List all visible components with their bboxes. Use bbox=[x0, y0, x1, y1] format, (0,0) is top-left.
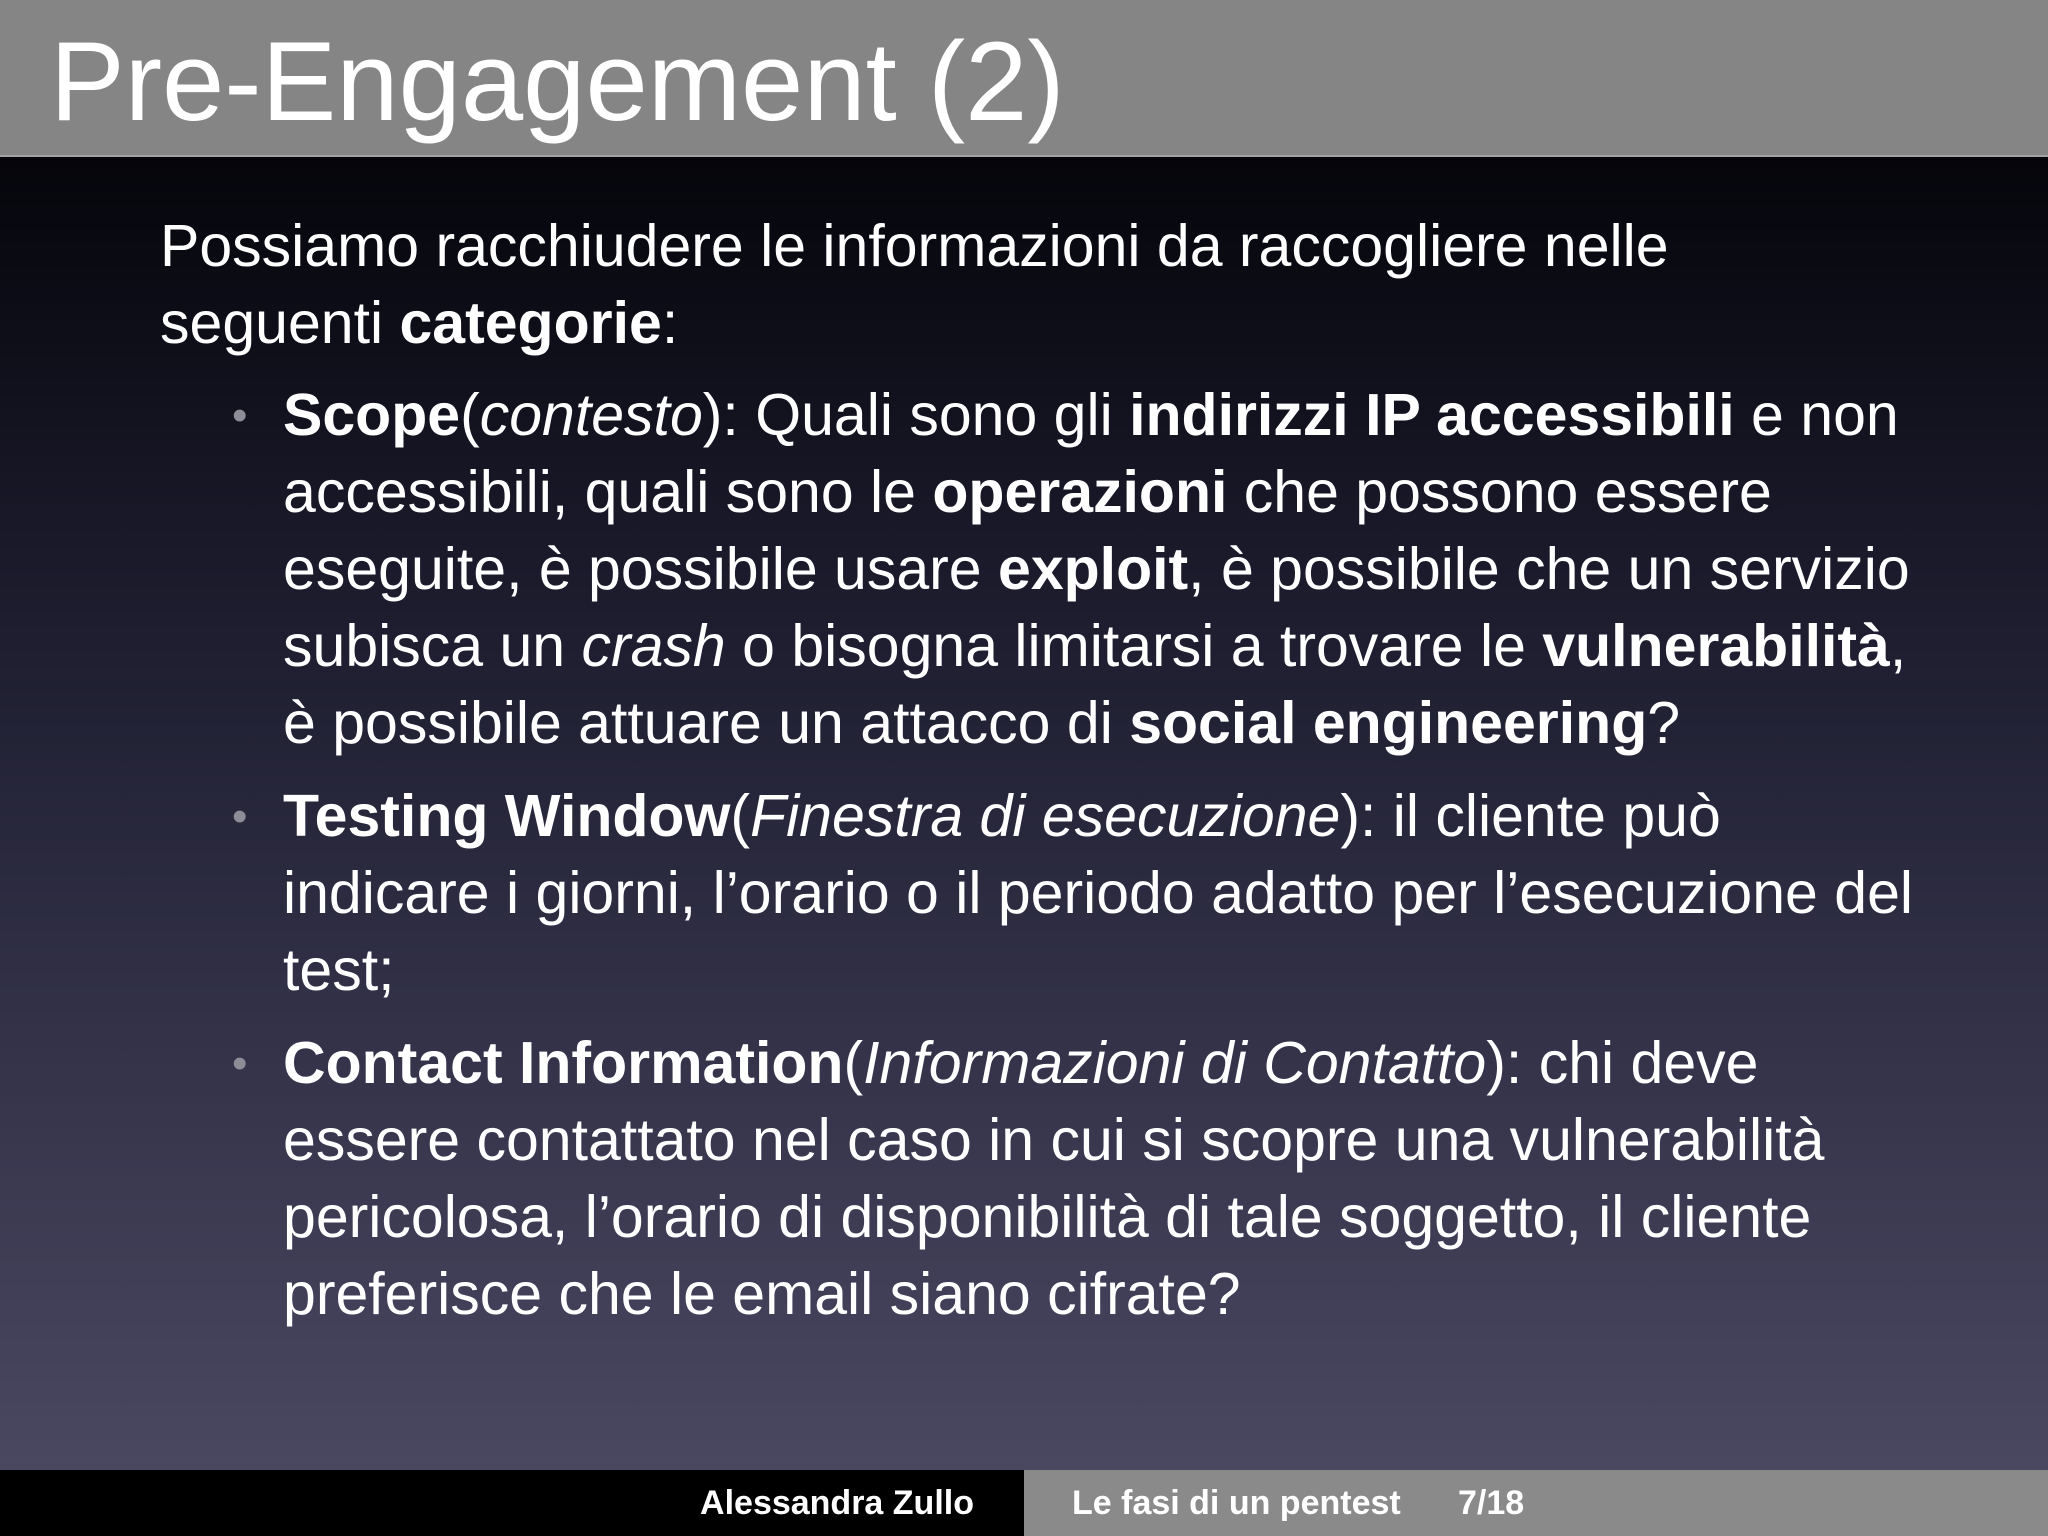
paren-open: ( bbox=[460, 382, 480, 448]
term-translation-contact-information: Informazioni di Contatto bbox=[863, 1030, 1487, 1096]
slide-content bbox=[160, 208, 1920, 1349]
footer-bar bbox=[0, 1470, 2048, 1536]
bold-phrase: social engineering bbox=[1129, 690, 1648, 756]
bullet-icon: • bbox=[232, 391, 248, 440]
term-contact-information: Contact Information bbox=[283, 1030, 844, 1096]
footer-short-title: Le fasi di un pentest bbox=[1072, 1484, 1401, 1522]
footer-page-number: 7/18 bbox=[1458, 1484, 1525, 1522]
bullet-icon: • bbox=[232, 1039, 248, 1088]
footer-author: Alessandra Zullo bbox=[700, 1484, 974, 1522]
item-text: che possono essere eseguite, è possibile usare bbox=[283, 459, 1772, 602]
term-scope: Scope bbox=[283, 382, 461, 448]
item-text: , è possibile attuare un attacco di bbox=[283, 613, 1907, 756]
paren-close: ): bbox=[1486, 1030, 1523, 1096]
item-text: Quali sono gli bbox=[738, 382, 1130, 448]
italic-phrase: crash bbox=[581, 613, 726, 679]
list-item-testing-window bbox=[160, 778, 1930, 1009]
paren-close: ): bbox=[1340, 783, 1377, 849]
intro-bold-categories: categorie bbox=[399, 290, 662, 356]
item-text: chi deve essere contattato nel caso in cui si scopre una vulnerabilità pericolosa, l’orario di disponibilità di tale soggetto, il cliente preferisce che le email siano cifrate? bbox=[283, 1030, 1825, 1327]
category-list bbox=[160, 377, 1920, 1333]
bold-phrase: exploit bbox=[998, 536, 1189, 602]
list-item-contact-information bbox=[160, 1025, 1930, 1333]
item-text: il cliente può indicare i giorni, l’orario o il periodo adatto per l’esecuzione del test; bbox=[283, 783, 1913, 1003]
bold-phrase: operazioni bbox=[932, 459, 1228, 525]
bold-phrase: indirizzi IP accessibili bbox=[1129, 382, 1735, 448]
item-text: , è possibile che un servizio subisca un bbox=[283, 536, 1910, 679]
intro-text: Possiamo racchiudere le informazioni da raccogliere nelle seguenti bbox=[160, 213, 1669, 356]
title-bar bbox=[0, 0, 2048, 157]
item-text: ? bbox=[1647, 690, 1681, 756]
bullet-icon: • bbox=[232, 792, 248, 841]
intro-colon: : bbox=[661, 290, 679, 356]
item-text: o bisogna limitarsi a trovare le bbox=[725, 613, 1543, 679]
list-item-scope bbox=[160, 377, 1930, 762]
paren-open: ( bbox=[730, 783, 751, 849]
item-text: e non accessibili, quali sono le bbox=[283, 382, 1899, 525]
footer-title-section bbox=[1024, 1470, 2048, 1536]
slide-title: Pre-Engagement (2) bbox=[50, 19, 1065, 144]
paren-open: ( bbox=[843, 1030, 864, 1096]
term-translation-testing-window: Finestra di esecuzione bbox=[750, 783, 1341, 849]
footer-author-section bbox=[0, 1470, 1024, 1536]
bold-phrase: vulnerabilità bbox=[1542, 613, 1890, 679]
term-translation-scope: contesto bbox=[479, 382, 703, 448]
term-testing-window: Testing Window bbox=[283, 783, 731, 849]
intro-paragraph bbox=[160, 208, 1780, 362]
paren-close: ): bbox=[702, 382, 739, 448]
